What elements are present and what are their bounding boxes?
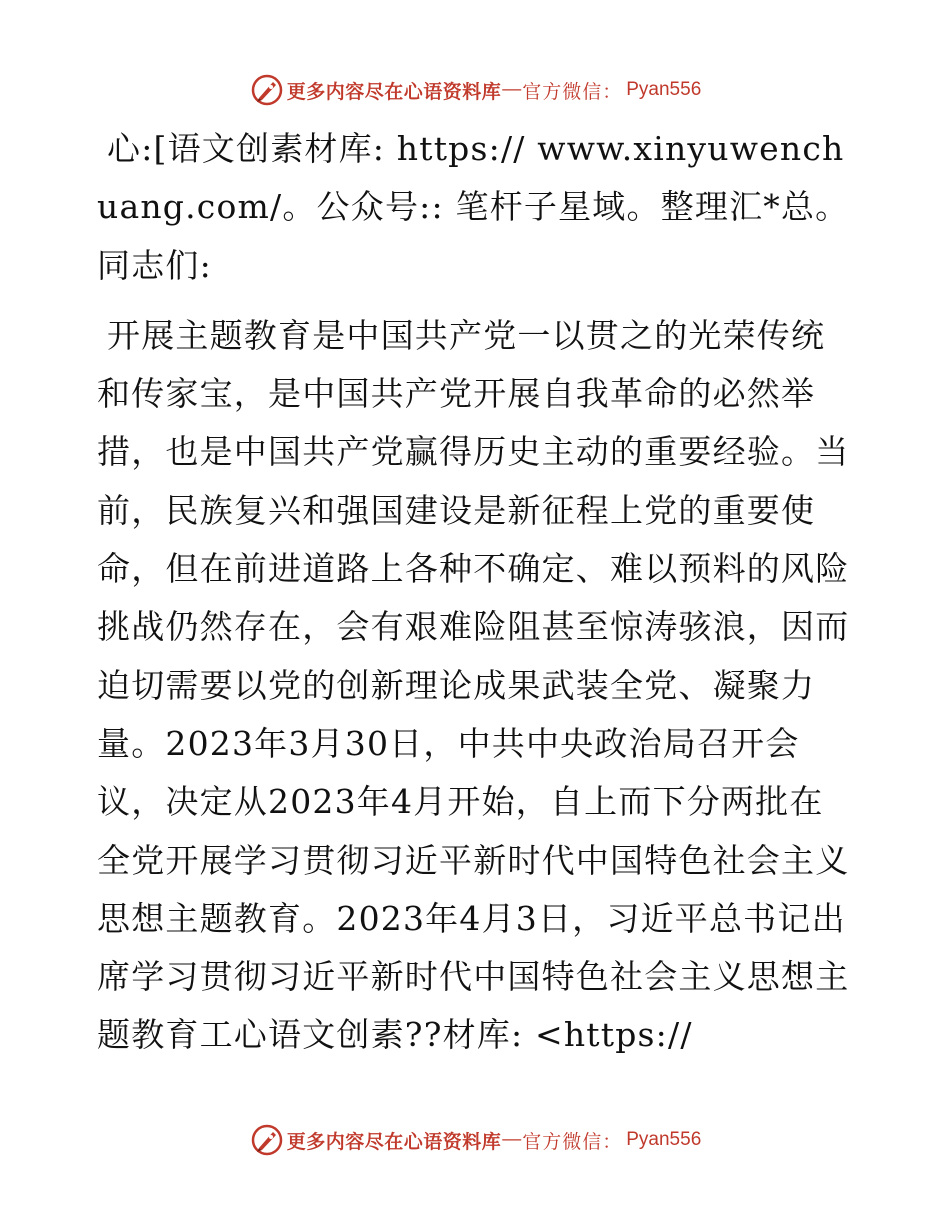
banner-brand-text: 更多内容尽在心语资料库 [286, 1130, 502, 1153]
banner-brand-text: 更多内容尽在心语资料库 [286, 80, 502, 103]
banner-wechat-id: Pyan556 [626, 1129, 702, 1150]
banner-dash: — [502, 1129, 522, 1150]
banner-official-label: 官方微信： [522, 1130, 623, 1153]
quill-pen-logo-icon [249, 72, 285, 108]
paragraph-main: 开展主题教育是中国共产党一以贯之的光荣传统和传家宝，是中国共产党开展自我革命的必然举措，也是中国共产党赢得历史主动的重要经验。当前，民族复兴和强国建设是新征程上党的重要使命，但在前进道路上各种不确定、难以预料的风险挑战仍然存在，会有艰难险阻甚至惊涛骇浪，因而迫切需要以党的创新理论成果武装全党、凝聚力量。2023年3月30日，中共中央政治局召开会议，决定从2023年4月开始，自上而下分两批在全党开展学习贯彻习近平新时代中国特色社会主义思想主题教育。2023年4月3日，习近平总书记出席学习贯彻习近平新时代中国特色社会主义思想主题教育工心语文创素??材库: <https:// [97, 315, 850, 1055]
footer-banner [0, 1118, 950, 1162]
banner-dash: — [502, 79, 522, 100]
paragraph-intro: 心:[语文创素材库: https:// www.xinyuwenchuang.com/。公众号:: 笔杆子星域。整理汇*总。同志们: [97, 129, 850, 285]
document-body [97, 120, 857, 1065]
header-banner [0, 68, 950, 112]
banner-wechat-id: Pyan556 [626, 79, 702, 100]
quill-pen-logo-icon [249, 1122, 285, 1158]
banner-official-label: 官方微信： [522, 80, 623, 103]
